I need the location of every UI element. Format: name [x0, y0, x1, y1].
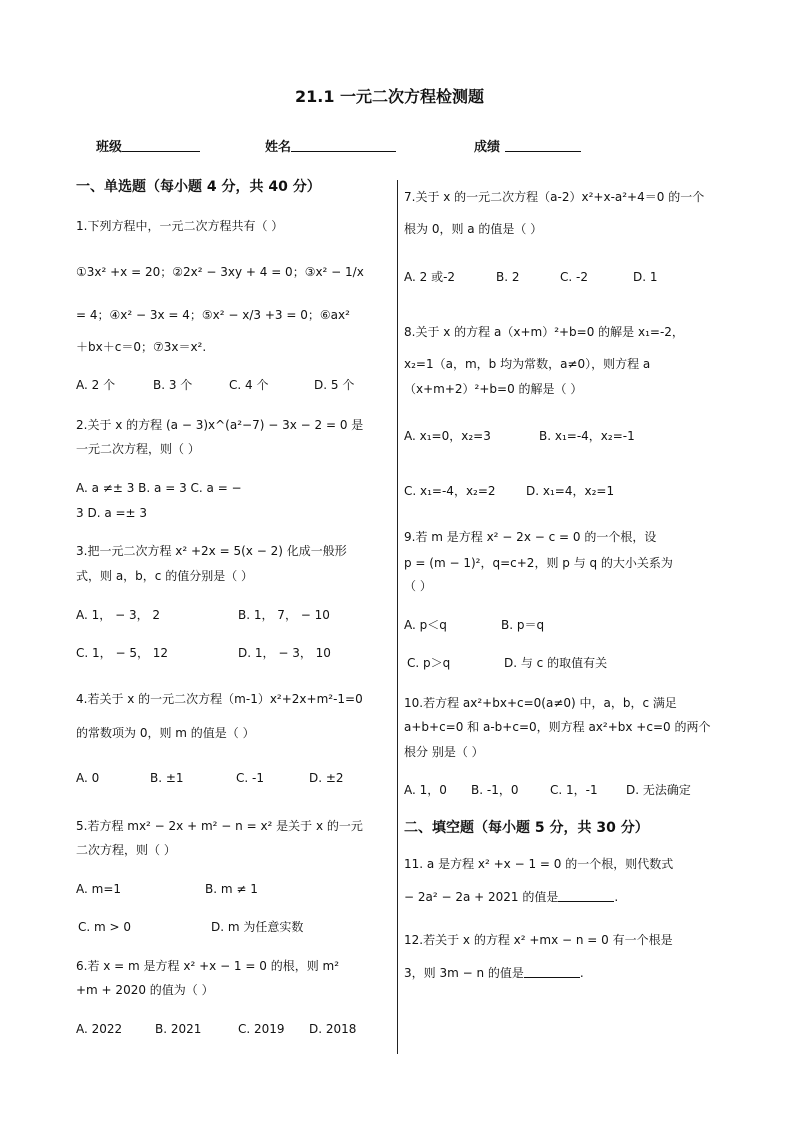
score-blank[interactable] — [505, 139, 581, 152]
q12-end: . — [579, 966, 584, 980]
q9-option-b[interactable]: B. p＝q — [501, 618, 545, 632]
q10-line3: 根分 别是（ ） — [404, 745, 484, 759]
q11-line2-text: − 2a² − 2a + 2021 的值是 — [404, 890, 559, 904]
q5-line1: 5.若方程 mx² − 2x + m² − n = x² 是关于 x 的一元 — [76, 819, 363, 833]
q12-line1: 12.若关于 x 的方程 x² +mx − n = 0 有一个根是 — [404, 933, 673, 947]
q1-stem: 1.下列方程中，一元二次方程共有（ ） — [76, 219, 284, 233]
q3-line2: 式，则 a，b，c 的值分别是（ ） — [76, 569, 254, 583]
q5-option-d[interactable]: D. m 为任意实数 — [211, 920, 304, 934]
q3-line1: 3.把一元二次方程 x² +2x = 5(x − 2) 化成一般形 — [76, 544, 347, 558]
q9-option-a[interactable]: A. p＜q — [404, 618, 447, 632]
q5-option-a[interactable]: A. m=1 — [76, 882, 122, 896]
q12-line2-text: 3，则 3m − n 的值是 — [404, 966, 524, 980]
class-field — [96, 139, 200, 154]
q2-options-line2[interactable]: 3 D. a =± 3 — [76, 506, 148, 520]
q7-option-b[interactable]: B. 2 — [496, 270, 520, 284]
q5-option-b[interactable]: B. m ≠ 1 — [205, 882, 258, 896]
q4-line2: 的常数项为 0，则 m 的值是（ ） — [76, 726, 255, 740]
q11-end: . — [614, 890, 619, 904]
q7-option-a[interactable]: A. 2 或-2 — [404, 270, 456, 284]
q8-line1: 8.关于 x 的方程 a（x+m）²+b=0 的解是 x₁=-2， — [404, 325, 684, 339]
q11-line1: 11. a 是方程 x² +x − 1 = 0 的一个根，则代数式 — [404, 857, 674, 871]
q9-line2: p = (m − 1)²，q=c+2，则 p 与 q 的大小关系为 — [404, 556, 673, 570]
q6-line2: +m + 2020 的值为（ ） — [76, 983, 214, 997]
q5-line2: 二次方程，则（ ） — [76, 843, 176, 857]
q3-option-b[interactable]: B. 1， 7， − 10 — [238, 608, 330, 622]
q1-line2: = 4；④x² − 3x = 4；⑤x² − x/3 +3 = 0；⑥ax² — [76, 308, 350, 322]
q10-option-d[interactable]: D. 无法确定 — [626, 783, 691, 797]
q8-line2: x₂=1（a，m，b 均为常数，a≠0），则方程 a — [404, 357, 651, 371]
q4-option-a[interactable]: A. 0 — [76, 771, 100, 785]
q8-option-b[interactable]: B. x₁=-4，x₂=-1 — [539, 429, 635, 443]
q10-line2: a+b+c=0 和 a-b+c=0，则方程 ax²+bx +c=0 的两个 — [404, 720, 711, 734]
q1-option-c[interactable]: C. 4 个 — [229, 378, 269, 392]
class-label: 班级 — [96, 140, 123, 155]
q4-option-c[interactable]: C. -1 — [236, 771, 264, 785]
q9-option-c[interactable]: C. p＞q — [407, 656, 451, 670]
q1-line1: ①3x² +x = 20；②2x² − 3xy + 4 = 0；③x² − 1/x — [76, 265, 364, 279]
q2-options-line1[interactable]: A. a ≠± 3 B. a = 3 C. a = − — [76, 481, 242, 495]
q3-option-a[interactable]: A. 1， − 3， 2 — [76, 608, 161, 622]
q10-option-b[interactable]: B. -1，0 — [471, 783, 519, 797]
q12-answer-blank[interactable] — [524, 965, 580, 978]
q11-answer-blank[interactable] — [558, 889, 614, 902]
q9-line1: 9.若 m 是方程 x² − 2x − c = 0 的一个根，设 — [404, 530, 657, 544]
q10-line1: 10.若方程 ax²+bx+c=0(a≠0) 中，a，b，c 满足 — [404, 696, 677, 710]
q9-option-d[interactable]: D. 与 c 的取值有关 — [504, 656, 608, 670]
q1-option-a[interactable]: A. 2 个 — [76, 378, 116, 392]
q6-line1: 6.若 x = m 是方程 x² +x − 1 = 0 的根，则 m² — [76, 959, 340, 973]
q11-line2 — [404, 889, 618, 903]
q4-option-d[interactable]: D. ±2 — [309, 771, 344, 785]
q6-option-b[interactable]: B. 2021 — [155, 1022, 202, 1036]
q8-option-c[interactable]: C. x₁=-4，x₂=2 — [404, 484, 496, 498]
q12-line2 — [404, 965, 584, 979]
q7-option-c[interactable]: C. -2 — [560, 270, 588, 284]
q8-line3: （x+m+2）²+b=0 的解是（ ） — [404, 382, 583, 396]
q4-line1: 4.若关于 x 的一元二次方程（m-1）x²+2x+m²-1=0 — [76, 692, 363, 706]
score-field — [474, 139, 581, 154]
page-title: 21.1 一元二次方程检测题 — [295, 87, 485, 106]
class-blank[interactable] — [122, 139, 200, 152]
section-2-heading: 二、填空题（每小题 5 分，共 30 分） — [404, 820, 649, 836]
q7-option-d[interactable]: D. 1 — [633, 270, 658, 284]
q1-option-d[interactable]: D. 5 个 — [314, 378, 355, 392]
q2-line2: 一元二次方程，则（ ） — [76, 442, 200, 456]
name-blank[interactable] — [291, 139, 396, 152]
q6-option-a[interactable]: A. 2022 — [76, 1022, 123, 1036]
q10-option-a[interactable]: A. 1，0 — [404, 783, 447, 797]
q7-line2: 根为 0，则 a 的值是（ ） — [404, 222, 543, 236]
q1-line3: ＋bx＋c＝0；⑦3x＝x². — [76, 340, 207, 354]
q10-option-c[interactable]: C. 1，-1 — [550, 783, 598, 797]
q2-line1: 2.关于 x 的方程 (a − 3)x^(a²−7) − 3x − 2 = 0 是 — [76, 418, 364, 432]
q6-option-d[interactable]: D. 2018 — [309, 1022, 357, 1036]
q3-option-c[interactable]: C. 1， − 5， 12 — [76, 646, 169, 660]
q7-line1: 7.关于 x 的一元二次方程（a-2）x²+x-a²+4＝0 的一个 — [404, 190, 705, 204]
q4-option-b[interactable]: B. ±1 — [150, 771, 184, 785]
q6-option-c[interactable]: C. 2019 — [238, 1022, 285, 1036]
q9-line3: （ ） — [404, 579, 432, 593]
section-1-heading: 一、单选题（每小题 4 分，共 40 分） — [76, 179, 321, 195]
q1-option-b[interactable]: B. 3 个 — [153, 378, 193, 392]
column-divider — [397, 180, 398, 1054]
q5-option-c[interactable]: C. m > 0 — [78, 920, 132, 934]
score-label: 成绩 — [474, 140, 501, 155]
q8-option-d[interactable]: D. x₁=4，x₂=1 — [526, 484, 615, 498]
name-field — [265, 139, 396, 154]
name-label: 姓名 — [265, 140, 292, 155]
q8-option-a[interactable]: A. x₁=0，x₂=3 — [404, 429, 491, 443]
q3-option-d[interactable]: D. 1， − 3， 10 — [238, 646, 331, 660]
